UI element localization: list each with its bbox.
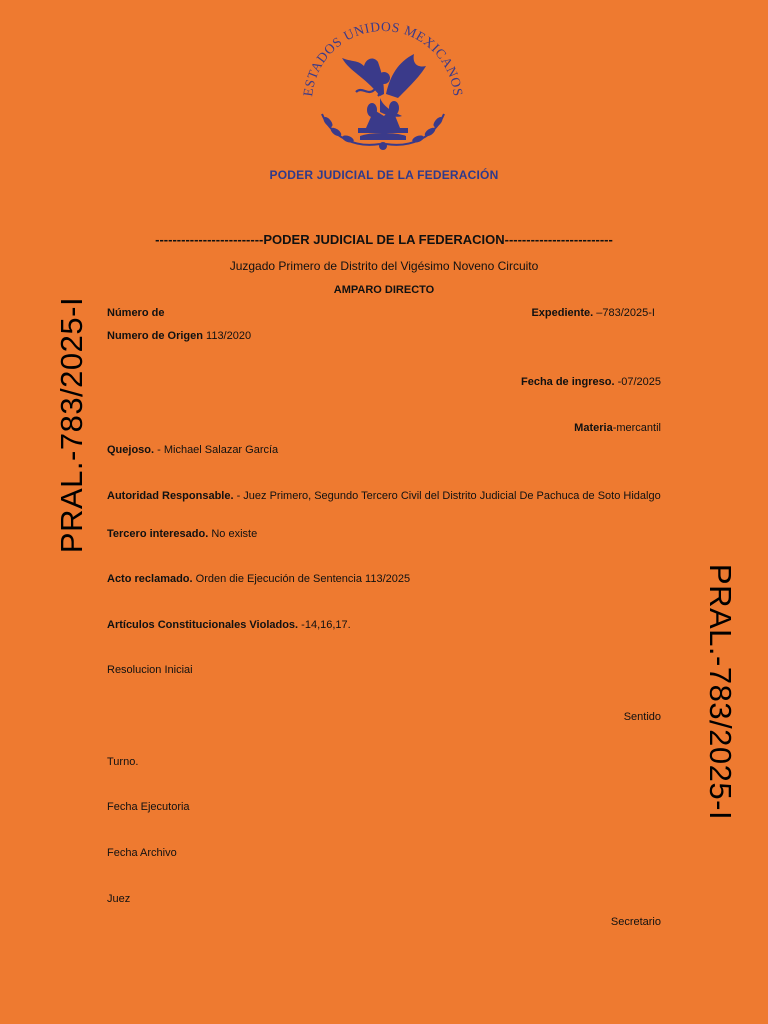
national-seal-icon (294, 18, 472, 160)
acto-field (107, 572, 410, 587)
case-type: AMPARO DIRECTO (333, 284, 435, 296)
expediente-field (531, 306, 655, 321)
numero-de-label: Número de (107, 307, 165, 319)
fecha-ingreso-value: -07/2025 (614, 376, 661, 388)
juez-label: Juez (107, 893, 131, 905)
tercero-field (107, 527, 257, 542)
articulos-label: Artículos Constitucionales Violados. (107, 619, 299, 631)
numero-origen-field (107, 329, 251, 344)
autoridad-field (107, 489, 663, 504)
turno-label: Turno. (107, 756, 139, 768)
tercero-label: Tercero interesado. (107, 528, 209, 540)
court-name: Juzgado Primero de Distrito del Vigésimo Noveno Circuito (229, 259, 539, 273)
brand-title: PODER JUDICIAL DE LA FEDERACIÓN (269, 168, 499, 182)
tercero-value: No existe (208, 528, 258, 540)
sentido-label: Sentido (623, 711, 661, 723)
autoridad-label: Autoridad Responsable. (107, 490, 234, 502)
acto-label: Acto reclamado. (107, 573, 193, 585)
articulos-value: -14,16,17. (298, 619, 351, 631)
fecha-ingreso-label: Fecha de ingreso. (520, 376, 615, 388)
seal-ring-text: ESTADOS UNIDOS MEXICANOS (300, 18, 466, 98)
numero-origen-label: Numero de Origen (107, 330, 203, 342)
quejoso-value: - Michael Salazar García (154, 444, 279, 456)
fecha-archivo-label: Fecha Archivo (107, 847, 177, 859)
fecha-ejecutoria-label: Fecha Ejecutoria (107, 801, 190, 813)
autoridad-value: - Juez Primero, Segundo Tercero Civil del Distrito Judicial De Pachuca de Soto Hidalgo (233, 490, 661, 502)
expediente-value: –783/2025-I (593, 307, 655, 319)
secretario-label: Secretario (610, 916, 661, 928)
side-label-left: PRAL.-783/2025-I (54, 296, 89, 554)
document-header: -------------------------PODER JUDICIAL DE LA FEDERACION------------------------- (155, 232, 613, 247)
numero-origen-value: 113/2020 (202, 330, 252, 342)
expediente-label: Expediente. (531, 307, 594, 319)
fecha-ingreso-field (521, 375, 661, 390)
articulos-field (107, 618, 351, 633)
resolucion-label: Resolucion Iniciai (107, 664, 193, 676)
side-label-right: PRAL.-783/2025-I (703, 563, 738, 821)
acto-value: Orden die Ejecución de Sentencia 113/2025 (192, 573, 411, 585)
materia-value: -mercantil (612, 422, 661, 434)
materia-field (574, 421, 661, 436)
materia-label: Materia (574, 422, 613, 434)
quejoso-field (107, 443, 278, 458)
quejoso-label: Quejoso. (107, 444, 155, 456)
